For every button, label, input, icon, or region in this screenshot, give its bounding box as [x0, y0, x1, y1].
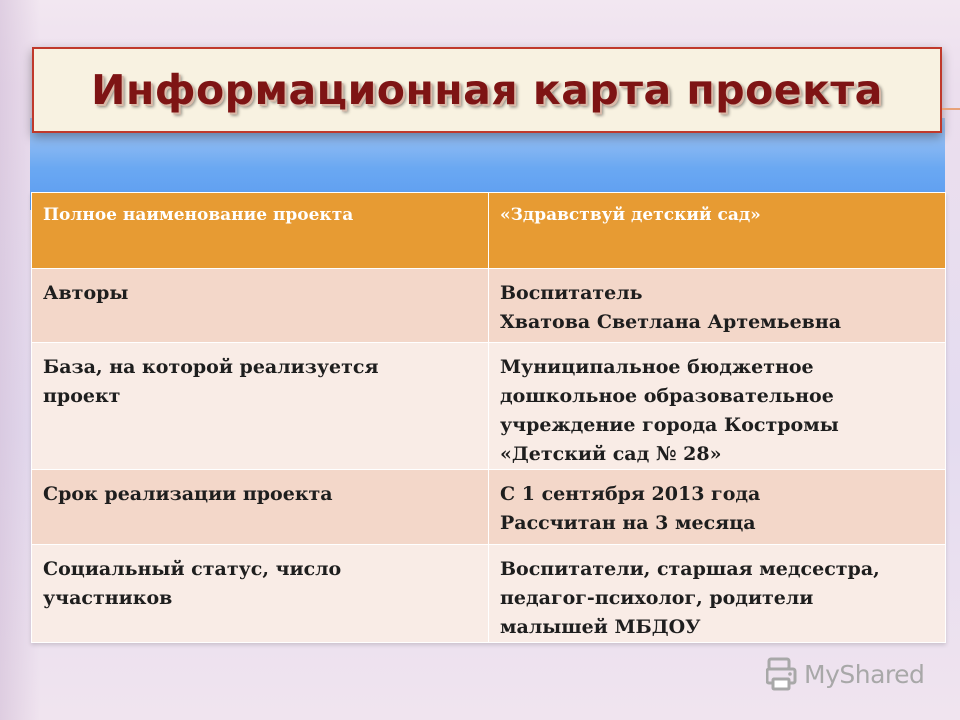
- myshared-watermark: [766, 654, 924, 694]
- header-value: «Здравствуй детский сад»: [500, 205, 761, 225]
- table-header-row: [32, 193, 946, 269]
- row-value-base: Муниципальное бюджетное дошкольное образовательное учреждение города Костромы «Детский сад № 28»: [500, 356, 839, 465]
- row-label-participants: Социальный статус, число участников: [43, 558, 342, 609]
- row-label-cell: [32, 343, 489, 470]
- project-info-table: [31, 192, 946, 643]
- row-value-cell: [489, 269, 946, 343]
- row-label-cell: [32, 545, 489, 643]
- watermark-text: MyShared: [804, 659, 925, 689]
- row-value-authors: Воспитатель Хватова Светлана Артемьевна: [500, 282, 842, 333]
- table-row: [32, 343, 946, 470]
- table-row: [32, 470, 946, 545]
- slide-title-box: [32, 47, 942, 133]
- title-accent-line: [942, 108, 960, 110]
- row-label-cell: [32, 269, 489, 343]
- table-row: [32, 269, 946, 343]
- row-value-cell: [489, 343, 946, 470]
- row-label-base: База, на которой реализуется проект: [43, 356, 379, 407]
- row-value-participants: Воспитатели, старшая медсестра, педагог-психолог, родители малышей МБДОУ: [500, 558, 880, 638]
- row-label-authors: Авторы: [43, 282, 129, 304]
- header-label-cell: [32, 193, 489, 269]
- row-value-cell: [489, 470, 946, 545]
- row-label-cell: [32, 470, 489, 545]
- row-value-term: С 1 сентября 2013 года Рассчитан на 3 месяца: [500, 483, 761, 534]
- header-value-cell: [489, 193, 946, 269]
- slide-title: Информационная карта проекта: [91, 66, 883, 114]
- row-label-term: Срок реализации проекта: [43, 483, 333, 505]
- row-value-cell: [489, 545, 946, 643]
- myshared-logo-icon: [766, 657, 798, 691]
- header-label: Полное наименование проекта: [43, 205, 354, 225]
- table-row: [32, 545, 946, 643]
